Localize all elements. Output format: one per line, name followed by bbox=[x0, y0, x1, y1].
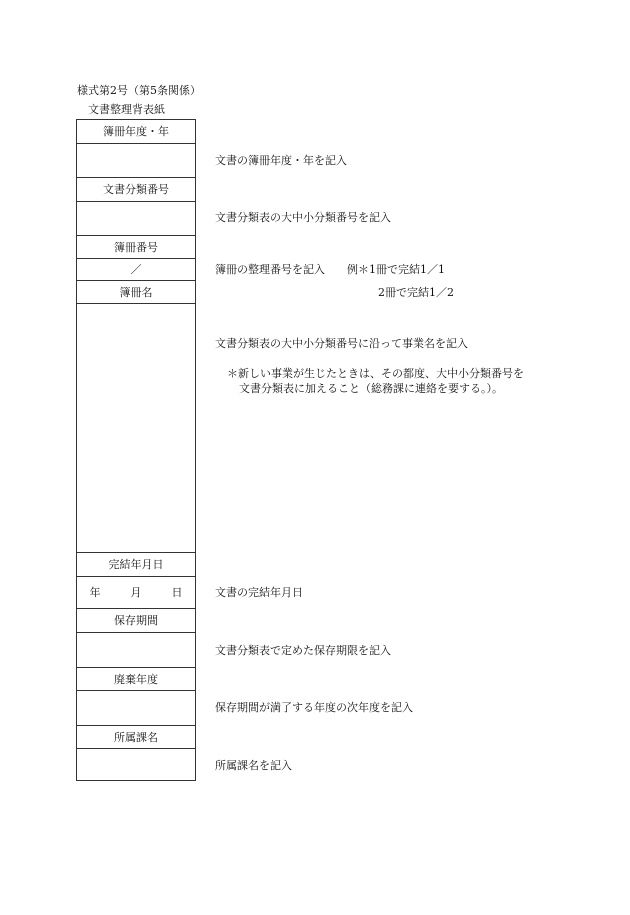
retention-label: 保存期間 bbox=[114, 614, 158, 627]
retention-label-cell bbox=[77, 609, 195, 633]
note-volume-name: 文書分類表の大中小分類番号に沿って事業名を記入 bbox=[215, 337, 468, 350]
disposal-label: 廃棄年度 bbox=[114, 672, 158, 686]
form-number: 様式第2号（第5条関係） bbox=[77, 84, 201, 97]
note-volume-number: 簿冊の整理番号を記入 例＊1冊で完結1／1 bbox=[215, 263, 445, 276]
volume-number-slash: ／ bbox=[130, 263, 142, 276]
note-retention: 文書分類表で定めた保存期限を記入 bbox=[215, 644, 391, 657]
volume-name-label: 簿冊名 bbox=[119, 285, 153, 299]
category-label: 文書分類番号 bbox=[103, 183, 169, 196]
volume-number-label-cell bbox=[77, 236, 195, 259]
note-category: 文書分類表の大中小分類番号を記入 bbox=[215, 211, 391, 224]
form-title: 文書整理背表紙 bbox=[88, 103, 165, 116]
note-volume-name-line2: 文書分類表に加えること（総務課に連絡を要する。）。 bbox=[239, 382, 503, 395]
spine-table bbox=[76, 119, 196, 781]
date-month: 月 bbox=[130, 586, 142, 599]
fiscal-year-label-cell bbox=[77, 120, 195, 144]
category-label-cell bbox=[77, 178, 195, 202]
department-label: 所属課名 bbox=[114, 730, 158, 744]
volume-name-value-cell bbox=[77, 304, 195, 553]
note-volume-name-line1: ＊新しい事業が生じたときは、その都度、大中小分類番号を bbox=[227, 367, 524, 380]
completion-label: 完結年月日 bbox=[108, 558, 164, 571]
department-label-cell bbox=[77, 726, 195, 749]
note-fiscal-year: 文書の簿冊年度・年を記入 bbox=[215, 154, 347, 167]
volume-name-label-cell bbox=[77, 281, 195, 304]
note-volume-number-example2: 2冊で完結1／2 bbox=[378, 286, 454, 299]
volume-number-value-cell bbox=[77, 259, 195, 281]
date-year: 年 bbox=[89, 586, 101, 599]
note-disposal: 保存期間が満了する年度の次年度を記入 bbox=[215, 701, 413, 714]
note-completion: 文書の完結年月日 bbox=[215, 586, 303, 599]
disposal-label-cell bbox=[77, 668, 195, 691]
category-value-cell bbox=[77, 202, 195, 236]
date-day: 日 bbox=[171, 586, 183, 599]
volume-number-label: 簿冊番号 bbox=[114, 240, 158, 254]
completion-label-cell bbox=[77, 553, 195, 577]
fiscal-year-label: 簿冊年度・年 bbox=[103, 125, 169, 138]
fiscal-year-value-cell bbox=[77, 144, 195, 178]
disposal-value-cell bbox=[77, 691, 195, 726]
department-value-cell bbox=[77, 749, 195, 780]
note-department: 所属課名を記入 bbox=[215, 759, 292, 772]
completion-date-cell bbox=[77, 577, 195, 609]
retention-value-cell bbox=[77, 633, 195, 668]
